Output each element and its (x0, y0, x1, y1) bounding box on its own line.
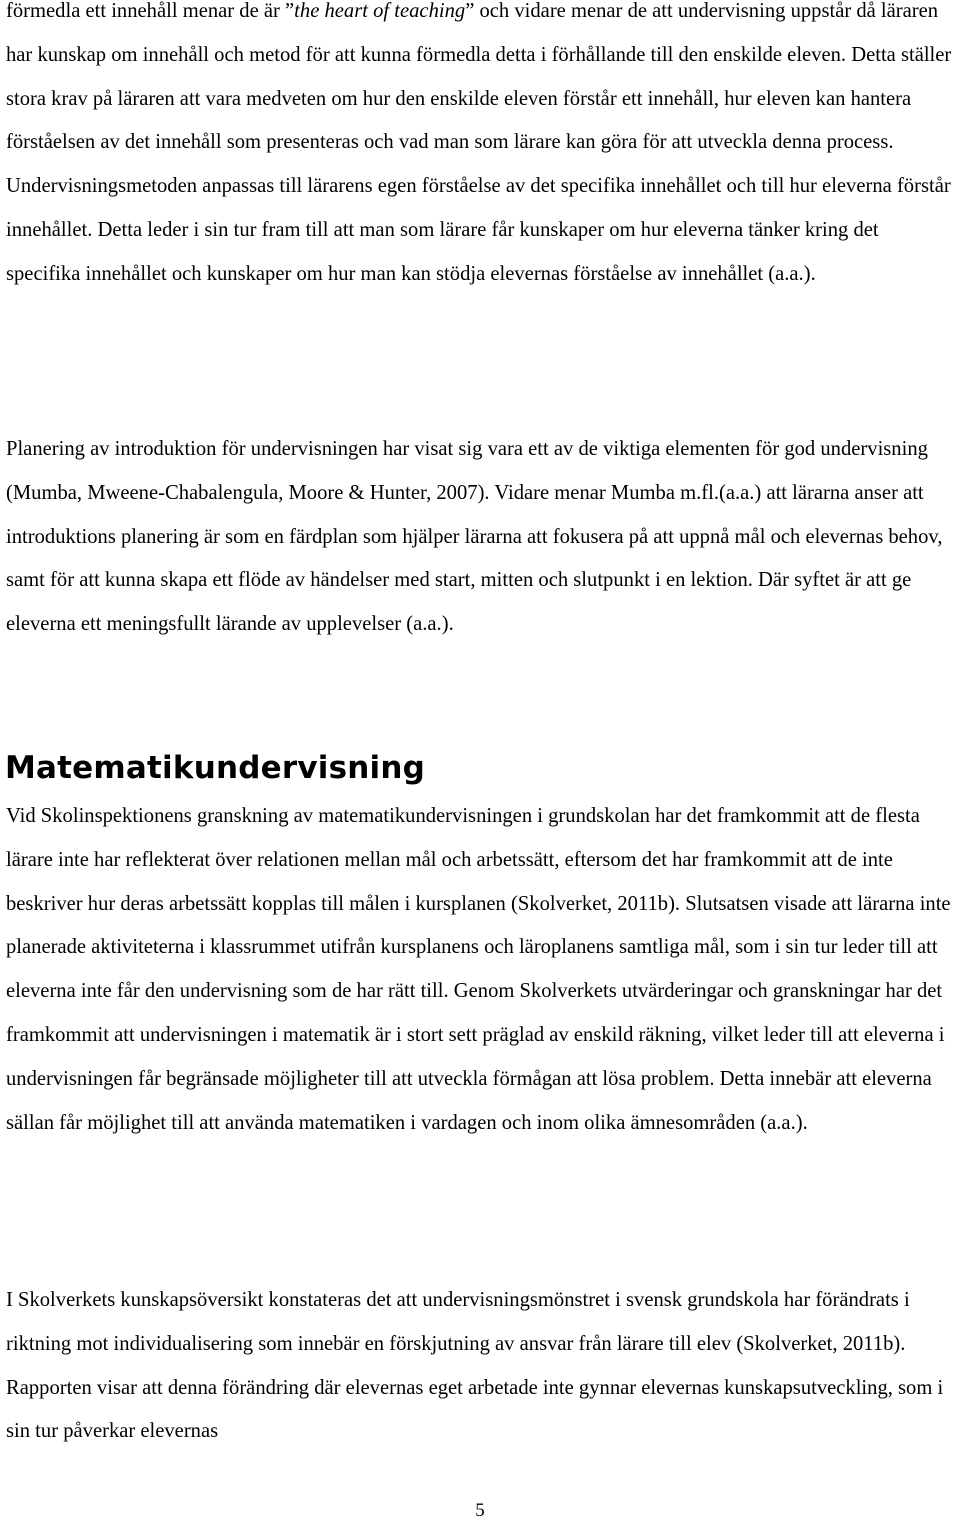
section-heading: Matematikundervisning (5, 750, 425, 786)
page-number: 5 (475, 1500, 485, 1521)
paragraph-text: förmedla ett innehåll menar de är ” (6, 0, 295, 22)
paragraph: Vid Skolinspektionens granskning av matematikundervisningen i grundskolan har det framkommit att de flesta lärare inte har reflekterat över relationen mellan mål och arbetssätt, eftersom det har framkommit att de inte beskriver hur deras arbetssätt kopplas till målen i kursplanen (Skolverket, 2011b). Slutsatsen visade att lärarna inte planerade aktiviteterna i klassrummet utifrån kursplanens och läroplanens samtliga mål, som i sin tur leder till att eleverna inte får den undervisning som de har rätt till. Genom Skolverkets utvärderingar och granskningar har det framkommit att undervisningen i matematik är i stort sett präglad av enskild räkning, vilket leder till att eleverna i undervisningen får begränsade möjligheter till att utveckla förmågan att lösa problem. Detta innebär att eleverna sällan får möjlighet till att använda matematiken i vardagen och inom olika ämnesområden (a.a.). (6, 805, 951, 1134)
paragraph: Planering av introduktion för undervisningen har visat sig vara ett av de viktiga elementen för god undervisning (Mumba, Mweene-Chabalengula, Moore & Hunter, 2007). Vidare menar Mumba m.fl.(a.a.) att lärarna anser att introduktions planering är som en färdplan som hjälper lärarna att fokusera på att uppnå mål och elevernas behov, samt för att kunna skapa ett flöde av händelser med start, mitten och slutpunkt i en lektion. Där syftet är att ge eleverna ett meningsfullt lärande av upplevelser (a.a.). (6, 438, 943, 636)
emphasized-phrase: the heart of teaching (294, 0, 466, 22)
paragraph-text: ” och vidare menar de att undervisning uppstår då läraren har kunskap om innehåll och metod för att kunna förmedla detta i förhållande till den enskilde eleven. Detta ställer stora krav på läraren att vara medveten om hur den enskilde eleven förstår ett innehåll, hur eleven kan hantera förståelsen av det innehåll som presenteras och vad man som lärare kan göra för att utveckla denna process. Undervisningsmetoden anpassas till lärarens egen förståelse av det specifika innehållet och till hur eleverna förstår innehållet. Detta leder i sin tur fram till att man som lärare får kunskaper om hur eleverna tänker kring det specifika innehållet och kunskaper om hur man kan stödja elevernas förståelse av innehållet (a.a.). (6, 0, 952, 285)
paragraph (6, 0, 958, 297)
paragraph: I Skolverkets kunskapsöversikt konstateras det att undervisningsmönstret i svensk grundskola har förändrats i riktning mot individualisering som innebär en förskjutning av ansvar från lärare till elev (Skolverket, 2011b). Rapporten visar att denna förändring där elevernas eget arbetade inte gynnar elevernas kunskapsutveckling, som i sin tur påverkar elevernas (6, 1289, 944, 1443)
